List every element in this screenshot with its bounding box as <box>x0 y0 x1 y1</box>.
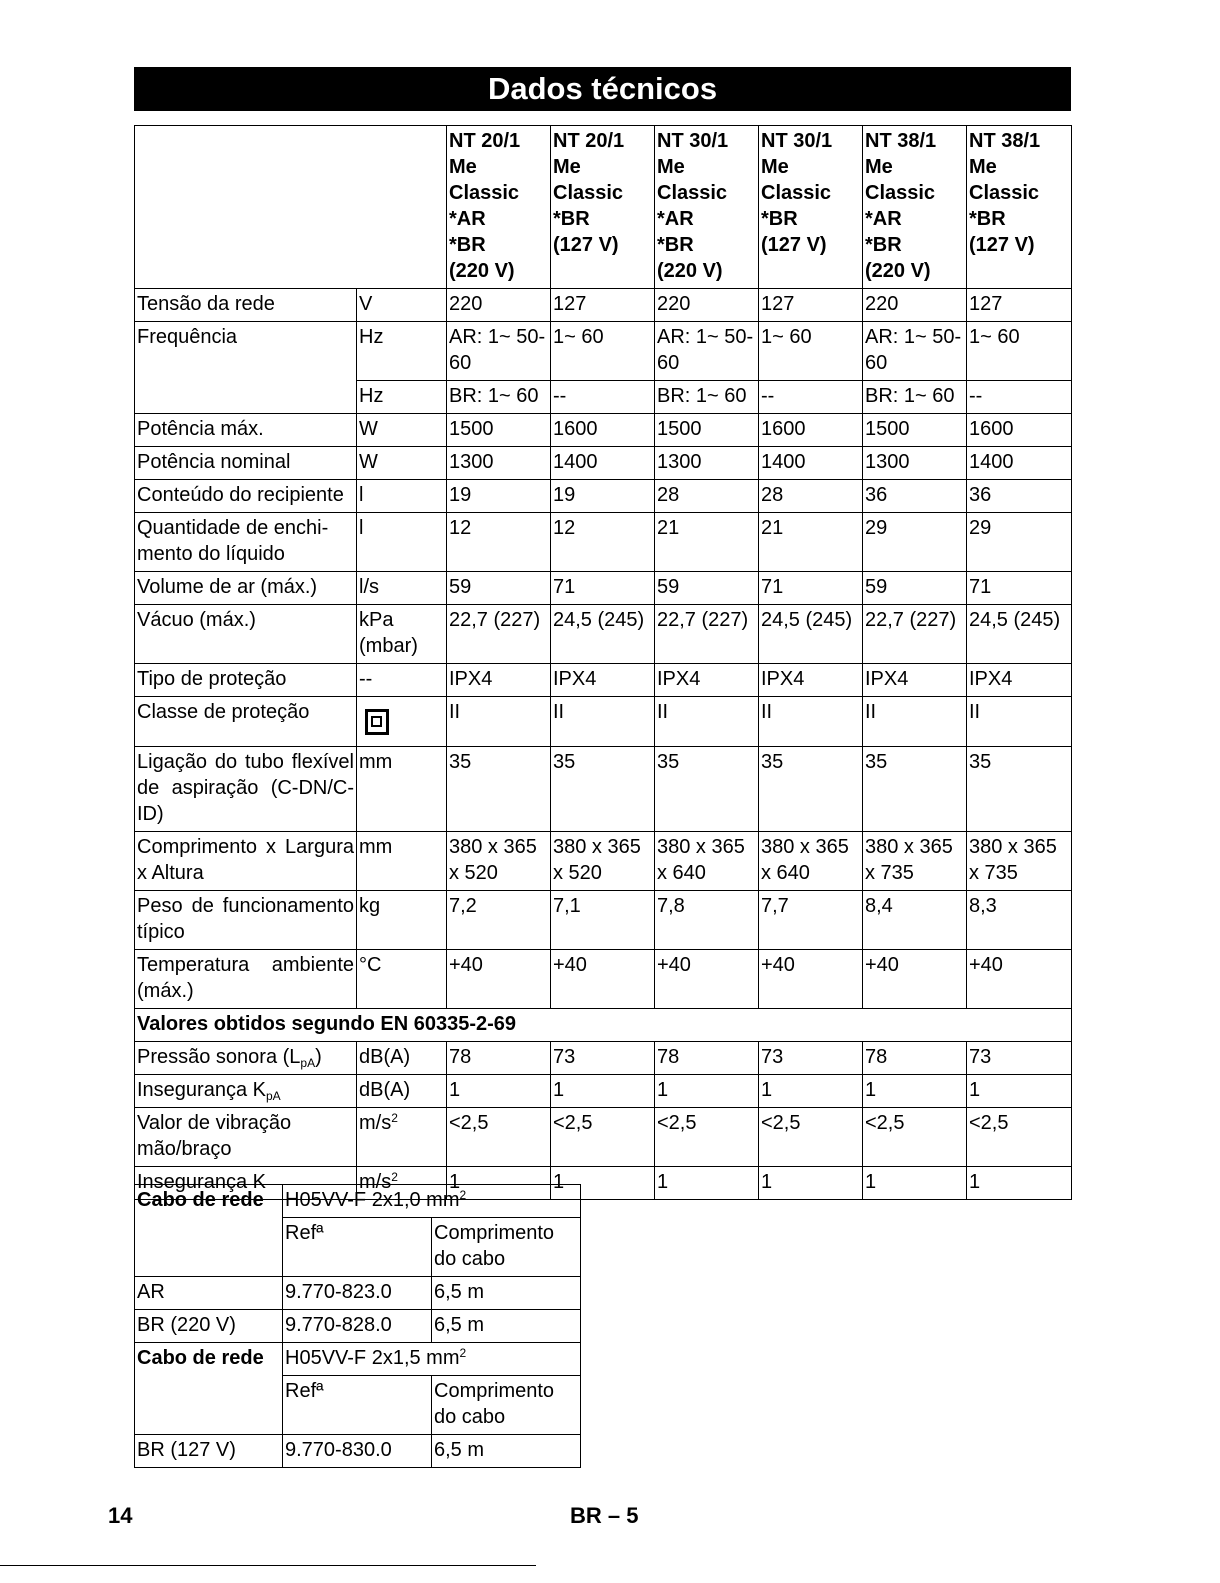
spec-value: 380 x 365 x 735 <box>863 832 967 891</box>
model-header-line: Me <box>761 156 789 178</box>
spec-label: Vácuo (máx.) <box>135 605 357 664</box>
spec-value: II <box>447 697 551 747</box>
spec-value: 1 <box>655 1167 759 1200</box>
spec-value: 8,4 <box>863 891 967 950</box>
spec-unit <box>357 697 447 747</box>
header-blank-cell <box>135 126 447 289</box>
spec-value: 22,7 (227) <box>655 605 759 664</box>
ref-header: Refª <box>283 1218 432 1277</box>
spec-value: 220 <box>447 289 551 322</box>
spec-value: 220 <box>863 289 967 322</box>
spec-label: Peso de funcionamento típico <box>135 891 357 950</box>
cable-spec: H05VV-F 2x1,0 $mm^2$ <box>283 1185 581 1218</box>
model-header-line: Classic <box>761 182 832 204</box>
spec-value: IPX4 <box>863 664 967 697</box>
spec-value: 127 <box>759 289 863 322</box>
model-header-line: NT 30/1 <box>657 130 729 152</box>
page-title: Dados técnicos <box>134 67 1071 111</box>
spec-label: Tensão da rede <box>135 289 357 322</box>
spec-unit: mm <box>357 747 447 832</box>
spec-value: II <box>967 697 1072 747</box>
model-header-line: NT 20/1 <box>553 130 625 152</box>
spec-value: 1 <box>447 1075 551 1108</box>
spec-value: 7,8 <box>655 891 759 950</box>
spec-value: 35 <box>447 747 551 832</box>
spec-value: IPX4 <box>655 664 759 697</box>
spec-value: 1 <box>655 1075 759 1108</box>
spec-value: 12 <box>551 513 655 572</box>
spec-value: IPX4 <box>759 664 863 697</box>
spec-value: 1600 <box>967 414 1072 447</box>
spec-value: 28 <box>655 480 759 513</box>
spec-value: 1 <box>863 1075 967 1108</box>
spec-row-vibracao <box>135 1108 1072 1167</box>
spec-value: II <box>863 697 967 747</box>
spec-label: Conteúdo do recipiente <box>135 480 357 513</box>
spec-value: AR: 1~ 50-60 <box>447 322 551 381</box>
spec-unit: $m/s^2$ <box>357 1167 447 1200</box>
spec-value: 380 x 365 x 640 <box>759 832 863 891</box>
model-header-line: NT 38/1 <box>969 130 1041 152</box>
spec-row-pressao <box>135 1042 1072 1075</box>
model-header <box>759 126 863 289</box>
spec-unit: dB(A) <box>357 1075 447 1108</box>
spec-value: BR: 1~ 60 <box>655 381 759 414</box>
bottom-rule <box>0 1565 536 1566</box>
spec-value: 1600 <box>551 414 655 447</box>
spec-value: 78 <box>447 1042 551 1075</box>
spec-value: 21 <box>655 513 759 572</box>
model-header-line: *BR <box>865 234 902 256</box>
spec-value: 59 <box>655 572 759 605</box>
spec-value: <2,5 <box>863 1108 967 1167</box>
spec-value: 21 <box>759 513 863 572</box>
spec-value: 380 x 365 x 640 <box>655 832 759 891</box>
model-header-line: *BR <box>449 234 486 256</box>
spec-value: BR: 1~ 60 <box>863 381 967 414</box>
spec-row-tubo <box>135 747 1072 832</box>
spec-value: <2,5 <box>759 1108 863 1167</box>
spec-value: 1~ 60 <box>759 322 863 381</box>
spec-value: 1~ 60 <box>967 322 1072 381</box>
model-header-line: (127 V) <box>761 234 827 256</box>
spec-unit: °C <box>357 950 447 1009</box>
spec-row-classe <box>135 697 1072 747</box>
spec-value: 127 <box>551 289 655 322</box>
model-header-line: *BR <box>553 208 590 230</box>
spec-value: 19 <box>551 480 655 513</box>
spec-value: -- <box>967 381 1072 414</box>
spec-unit: dB(A) <box>357 1042 447 1075</box>
spec-value: 71 <box>551 572 655 605</box>
model-header-line: Classic <box>553 182 624 204</box>
model-header <box>447 126 551 289</box>
model-header-line: (127 V) <box>969 234 1035 256</box>
spec-row-tensao <box>135 289 1072 322</box>
spec-value: 1 <box>447 1167 551 1200</box>
page-code: BR – 5 <box>570 1503 639 1528</box>
spec-value: 35 <box>759 747 863 832</box>
spec-value: 1 <box>759 1167 863 1200</box>
power-cable-table-2 <box>134 1342 581 1468</box>
model-header-line: (220 V) <box>657 260 723 282</box>
spec-label: Comprimento x Largura x Altura <box>135 832 357 891</box>
model-header-line: (220 V) <box>865 260 931 282</box>
spec-unit: -- <box>357 664 447 697</box>
model-header-line: Me <box>969 156 997 178</box>
model-header <box>967 126 1072 289</box>
spec-value: +40 <box>551 950 655 1009</box>
spec-label: Potência máx. <box>135 414 357 447</box>
spec-unit: Hz <box>357 322 447 381</box>
model-header-line: Classic <box>865 182 936 204</box>
model-header-line: *AR <box>449 208 486 230</box>
spec-value: 380 x 365 x 735 <box>967 832 1072 891</box>
spec-label: Volume de ar (máx.) <box>135 572 357 605</box>
spec-value: 73 <box>967 1042 1072 1075</box>
spec-value: AR: 1~ 50-60 <box>655 322 759 381</box>
spec-value: 71 <box>759 572 863 605</box>
spec-value: 1400 <box>551 447 655 480</box>
spec-value: 24,5 (245) <box>967 605 1072 664</box>
spec-value: <2,5 <box>655 1108 759 1167</box>
section-row <box>135 1009 1072 1042</box>
spec-value: 1 <box>759 1075 863 1108</box>
model-header-line: Classic <box>657 182 728 204</box>
spec-row-ar <box>135 572 1072 605</box>
spec-label: Pressão sonora $(L_{pA})$ <box>135 1042 357 1075</box>
spec-unit: l/s <box>357 572 447 605</box>
spec-value: 1300 <box>863 447 967 480</box>
spec-row-vacuo <box>135 605 1072 664</box>
spec-unit: Hz <box>357 381 447 414</box>
spec-value: 78 <box>863 1042 967 1075</box>
spec-value: +40 <box>447 950 551 1009</box>
spec-value: 1600 <box>759 414 863 447</box>
length-header: Comprimento do cabo <box>432 1376 581 1435</box>
model-header-line: Classic <box>969 182 1040 204</box>
spec-value: BR: 1~ 60 <box>447 381 551 414</box>
spec-value: 7,2 <box>447 891 551 950</box>
spec-label: Quantidade de enchi-mento do líquido <box>135 513 357 572</box>
spec-value: 1500 <box>863 414 967 447</box>
spec-label: Insegurança $K_{pA}$ <box>135 1075 357 1108</box>
model-header-line: (127 V) <box>553 234 619 256</box>
section-heading: Valores obtidos segundo EN 60335-2-69 <box>135 1009 1072 1042</box>
spec-value: 1 <box>967 1075 1072 1108</box>
spec-value: 35 <box>863 747 967 832</box>
spec-label: Tipo de proteção <box>135 664 357 697</box>
spec-unit: l <box>357 480 447 513</box>
spec-value: 1400 <box>759 447 863 480</box>
model-header-line: Classic <box>449 182 520 204</box>
spec-value: 1400 <box>967 447 1072 480</box>
spec-value: +40 <box>967 950 1072 1009</box>
spec-value: 1300 <box>655 447 759 480</box>
model-header-line: NT 30/1 <box>761 130 833 152</box>
model-header-line: NT 20/1 <box>449 130 521 152</box>
spec-value: 380 x 365 x 520 <box>447 832 551 891</box>
protection-class-ii-icon <box>365 709 389 735</box>
spec-value: II <box>551 697 655 747</box>
spec-label: Frequência <box>135 322 357 414</box>
spec-value: 35 <box>551 747 655 832</box>
spec-value: +40 <box>655 950 759 1009</box>
model-header-line: *BR <box>657 234 694 256</box>
table-row: BR (220 V) 9.770-828.0 6,5 m <box>135 1310 581 1343</box>
spec-value: IPX4 <box>447 664 551 697</box>
spec-value: 8,3 <box>967 891 1072 950</box>
model-header-line: NT 38/1 <box>865 130 937 152</box>
spec-value: 7,1 <box>551 891 655 950</box>
spec-label: Temperatura ambiente (máx.) <box>135 950 357 1009</box>
spec-row-conteudo <box>135 480 1072 513</box>
spec-value: 1~ 60 <box>551 322 655 381</box>
spec-unit: V <box>357 289 447 322</box>
model-header-line: Me <box>865 156 893 178</box>
spec-value: 220 <box>655 289 759 322</box>
model-header-line: *AR <box>657 208 694 230</box>
spec-value: 59 <box>447 572 551 605</box>
spec-value: 1500 <box>655 414 759 447</box>
spec-row-potmax <box>135 414 1072 447</box>
spec-label: Classe de proteção <box>135 697 357 747</box>
spec-label: Potência nominal <box>135 447 357 480</box>
model-header-line: Me <box>449 156 477 178</box>
spec-value: 1 <box>551 1075 655 1108</box>
table-row: BR (127 V) 9.770-830.0 6,5 m <box>135 1435 581 1468</box>
spec-label: Ligação do tubo flexível de aspiração (C-DN/C-ID) <box>135 747 357 832</box>
spec-value: <2,5 <box>447 1108 551 1167</box>
spec-row-temp <box>135 950 1072 1009</box>
spec-value: II <box>655 697 759 747</box>
spec-row-potnom <box>135 447 1072 480</box>
model-header <box>863 126 967 289</box>
spec-value: <2,5 <box>967 1108 1072 1167</box>
spec-row-inseg-kpa <box>135 1075 1072 1108</box>
technical-data-table <box>134 125 1072 1200</box>
spec-value: +40 <box>759 950 863 1009</box>
cable-label: Cabo de rede <box>135 1343 283 1435</box>
spec-value: 78 <box>655 1042 759 1075</box>
model-header-line: *AR <box>865 208 902 230</box>
spec-value: 1300 <box>447 447 551 480</box>
model-header <box>551 126 655 289</box>
spec-label: Insegurança K <box>135 1167 357 1200</box>
spec-unit: kg <box>357 891 447 950</box>
length-header: Comprimento do cabo <box>432 1218 581 1277</box>
spec-value: 71 <box>967 572 1072 605</box>
spec-value: 28 <box>759 480 863 513</box>
spec-value: II <box>759 697 863 747</box>
cable-spec: H05VV-F 2x1,5 $mm^2$ <box>283 1343 581 1376</box>
spec-row-tipo <box>135 664 1072 697</box>
spec-row-dimensoes <box>135 832 1072 891</box>
spec-unit: mm <box>357 832 447 891</box>
spec-value: 35 <box>967 747 1072 832</box>
spec-value: AR: 1~ 50-60 <box>863 322 967 381</box>
spec-value: 1 <box>967 1167 1072 1200</box>
spec-value: 19 <box>447 480 551 513</box>
cable-label: Cabo de rede <box>135 1185 283 1277</box>
spec-value: -- <box>759 381 863 414</box>
spec-value: +40 <box>863 950 967 1009</box>
spec-value: 29 <box>863 513 967 572</box>
page-number: 14 <box>108 1503 133 1528</box>
spec-value: 1500 <box>447 414 551 447</box>
power-cable-table-1 <box>134 1184 581 1343</box>
ref-header: Refª <box>283 1376 432 1435</box>
model-header-line: Me <box>553 156 581 178</box>
spec-value: 127 <box>967 289 1072 322</box>
spec-value: -- <box>551 381 655 414</box>
spec-row-liquido <box>135 513 1072 572</box>
spec-value: 22,7 (227) <box>447 605 551 664</box>
spec-value: 24,5 (245) <box>759 605 863 664</box>
spec-unit: W <box>357 447 447 480</box>
spec-label: Valor de vibração mão/braço <box>135 1108 357 1167</box>
spec-value: IPX4 <box>967 664 1072 697</box>
spec-value: 22,7 (227) <box>863 605 967 664</box>
spec-value: 59 <box>863 572 967 605</box>
spec-value: IPX4 <box>551 664 655 697</box>
spec-value: 24,5 (245) <box>551 605 655 664</box>
spec-value: <2,5 <box>551 1108 655 1167</box>
spec-row-freq1 <box>135 322 1072 381</box>
spec-unit: $m/s^2$ <box>357 1108 447 1167</box>
model-header-line: *BR <box>969 208 1006 230</box>
spec-unit: l <box>357 513 447 572</box>
model-header-row <box>135 126 1072 289</box>
spec-value: 1 <box>551 1167 655 1200</box>
spec-value: 380 x 365 x 520 <box>551 832 655 891</box>
spec-value: 35 <box>655 747 759 832</box>
spec-value: 36 <box>863 480 967 513</box>
spec-value: 73 <box>551 1042 655 1075</box>
model-header-line: Me <box>657 156 685 178</box>
spec-value: 29 <box>967 513 1072 572</box>
spec-unit: W <box>357 414 447 447</box>
spec-row-peso <box>135 891 1072 950</box>
model-header-line: *BR <box>761 208 798 230</box>
model-header <box>655 126 759 289</box>
model-header-line: (220 V) <box>449 260 515 282</box>
spec-value: 36 <box>967 480 1072 513</box>
spec-value: 7,7 <box>759 891 863 950</box>
spec-value: 12 <box>447 513 551 572</box>
table-row: AR 9.770-823.0 6,5 m <box>135 1277 581 1310</box>
spec-unit: kPa (mbar) <box>357 605 447 664</box>
spec-value: 1 <box>863 1167 967 1200</box>
spec-value: 73 <box>759 1042 863 1075</box>
